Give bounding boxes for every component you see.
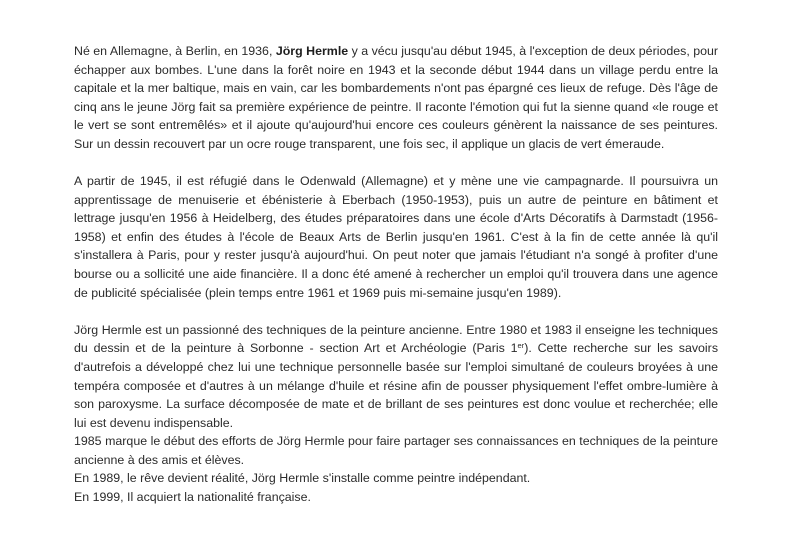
paragraph-independent-1989: En 1989, le rêve devient réalité, Jörg Hermle s'installe comme peintre indépendant.: [74, 471, 531, 486]
paragraph-spacer: [74, 302, 718, 321]
paragraph-childhood-intro: Né en Allemagne, à Berlin, en 1936,: [74, 44, 276, 58]
paragraph-techniques: [74, 321, 718, 433]
paragraph-education: A partir de 1945, il est réfugié dans le Odenwald (Allemagne) et y mène une vie campagnarde. Il poursuivra un apprentissage de menuiserie et ébénisterie à Eberbach (1950-1953), puis un autre de peinture en bâtiment et lettrage jusqu'en 1956 à Heidelberg, des études préparatoires dans une école d'Arts Décoratifs à Darmstadt (1956-1958) et enfin des études à l'école de Beaux Arts de Berlin jusqu'en 1961. C'est à la fin de cette année là qu'il s'installera à Paris, pour y rester jusqu'à aujourd'hui. On peut noter que jamais l'étudiant n'a songé à profiter d'une bourse ou a sollicité une aide financière. Il a donc été amené à rechercher un emploi qu'il trouvera dans une agence de publicité spécialisée (plein temps entre 1961 et 1969 puis mi-semaine jusqu'en 1989).: [74, 174, 718, 300]
paragraph-teaching-1985: 1985 marque le début des efforts de Jörg Hermle pour faire partager ses connaissances en techniques de la peinture ancienne à des amis et élèves.: [74, 434, 718, 467]
artist-name: Jörg Hermle: [275, 44, 349, 58]
paragraph-nationality-1999: En 1999, Il acquiert la nationalité française.: [74, 490, 311, 505]
paragraph-childhood-body: y a vécu jusqu'au début 1945, à l'exception de deux périodes, pour échapper aux bombes. L'une dans la forêt noire en 1943 et la seconde début 1944 dans un village perdu entre la capitale et la mer baltique, mais en vain, car les bombardements n'ont pas épargné ces lieux de refuge. Dès l'âge de cinq ans le jeune Jörg fait sa première expérience de peintre. Il raconte l'émotion qui fut la sienne quand «le rouge et le vert se sont entremêlés» et il ajoute qu'aujourd'hui encore ces couleurs génèrent la naissance de ses peintures. Sur un dessin recouvert par un ocre rouge transparent, une fois sec, il applique un glacis de vert émeraude.: [74, 44, 719, 151]
paragraph-spacer: [74, 154, 718, 173]
paragraph-techniques-intro: Jörg Hermle est un passionné des techniques de la peinture ancienne. Entre 1980 et 1983 il enseigne les techniques du dessin et de la peinture à Sorbonne - section Art et Archéologie (Paris 1: [74, 322, 718, 356]
biography-text: [74, 42, 718, 507]
paragraph-childhood: [74, 42, 718, 154]
paragraph-techniques-body: ). Cette recherche sur les savoirs d'autrefois a développé chez lui une technique personnelle basée sur l'emploi simultané de couleurs broyées à une tempéra composée et d'autres à un mélange d'huile et résine afin de pousser physiquement l'effet ombre-lumière à son paroxysme. La surface décomposée de mate et de brillant de ses peintures est donc voulue et recherchée; elle lui est devenu indispensable.: [74, 341, 719, 430]
ordinal-superscript: er: [517, 341, 525, 351]
